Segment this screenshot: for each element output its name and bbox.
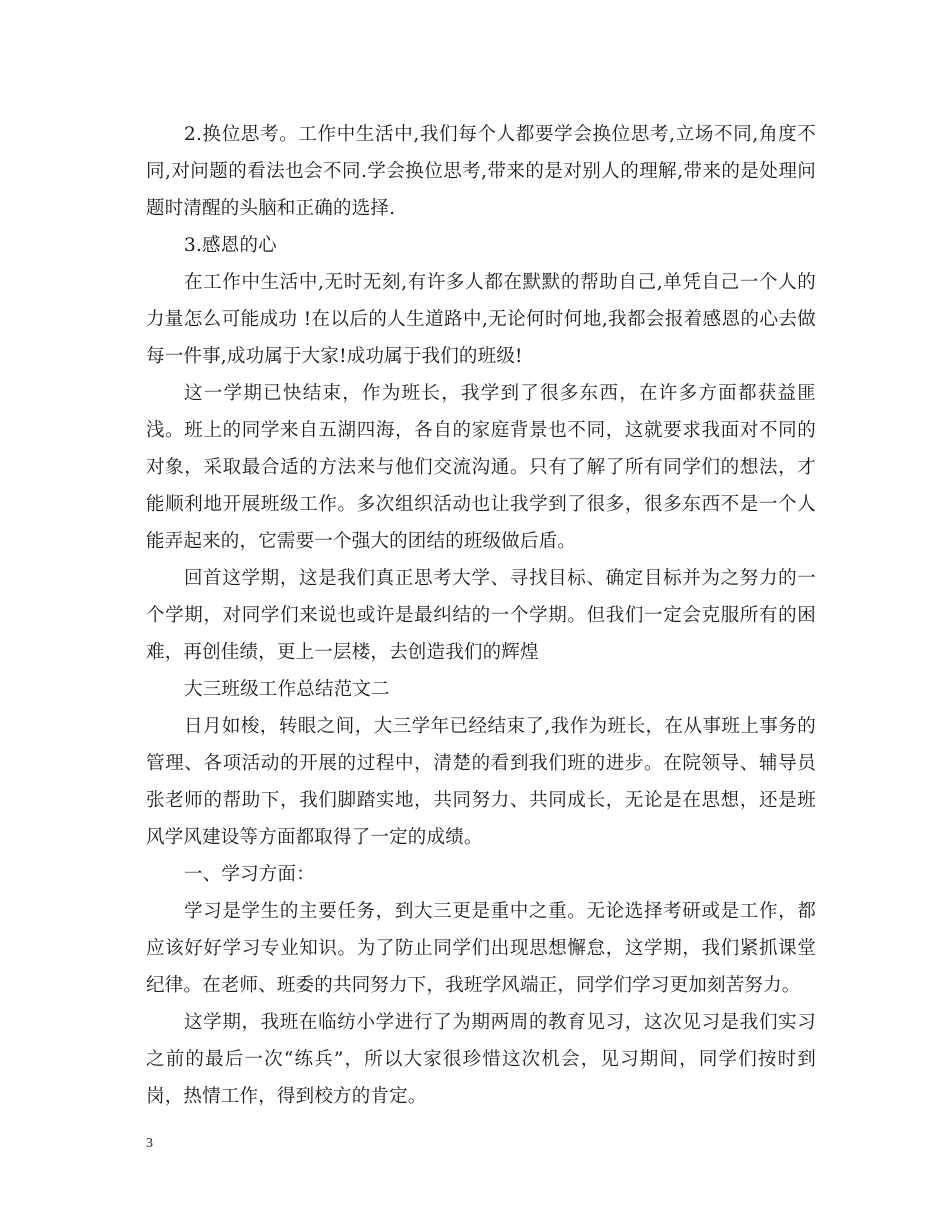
heading-study: 一、学习方面： [184, 864, 315, 885]
paragraph-year-summary: 日月如梭，转眼之间，大三学年已经结束了,我作为班长，在从事班上事务的管理、各项活动的开展的过程中，清楚的看到我们班的进步。在院领导、辅导员张老师的帮助下，我们脚踏实地，共同努力、共同成长，无论是在思想，还是班风学风建设等方面都取得了一定的成绩。 [146, 716, 816, 848]
heading-gratitude: 3.感恩的心 [184, 235, 277, 256]
document-body [146, 116, 816, 1115]
paragraph-perspective-taking: 2.换位思考。工作中生活中,我们每个人都要学会换位思考,立场不同,角度不同,对问题的看法也会不同.学会换位思考,带来的是对别人的理解,带来的是处理问题时清醒的头脑和正确的选择. [146, 124, 816, 219]
paragraph-gratitude: 在工作中生活中,无时无刻,有许多人都在默默的帮助自己,单凭自己一个人的力量怎么可能成功 !在以后的人生道路中,无论何时何地,我都会报着感恩的心去做每一件事,成功属于大家!成功属于我们的班级! [146, 272, 816, 367]
page-number: 3 [146, 1136, 153, 1151]
paragraph-study: 学习是学生的主要任务，到大三更是重中之重。无论选择考研或是工作，都应该好好学习专业知识。为了防止同学们出现思想懈怠，这学期，我们紧抓课堂纪律。在老师、班委的共同努力下，我班学风端正，同学们学习更加刻苦努力。 [146, 901, 816, 996]
paragraph-internship: 这学期，我班在临纺小学进行了为期两周的教育见习，这次见习是我们实习之前的最后一次“练兵”，所以大家很珍惜这次机会，见习期间，同学们按时到岗，热情工作，得到校方的肯定。 [146, 1012, 816, 1107]
paragraph-semester-learning: 这一学期已快结束，作为班长，我学到了很多东西，在许多方面都获益匪浅。班上的同学来自五湖四海，各自的家庭背景也不同，这就要求我面对不同的对象，采取最合适的方法来与他们交流沟通。只有了解了所有同学们的想法，才能顺利地开展班级工作。多次组织活动也让我学到了很多，很多东西不是一个人能弄起来的，它需要一个强大的团结的班级做后盾。 [146, 383, 816, 552]
section-title-sample-two: 大三班级工作总结范文二 [184, 679, 390, 700]
paragraph-semester-review: 回首这学期，这是我们真正思考大学、寻找目标、确定目标并为之努力的一个学期，对同学们来说也或许是最纠结的一个学期。但我们一定会克服所有的困难，再创佳绩，更上一层楼，去创造我们的辉煌 [146, 568, 816, 663]
